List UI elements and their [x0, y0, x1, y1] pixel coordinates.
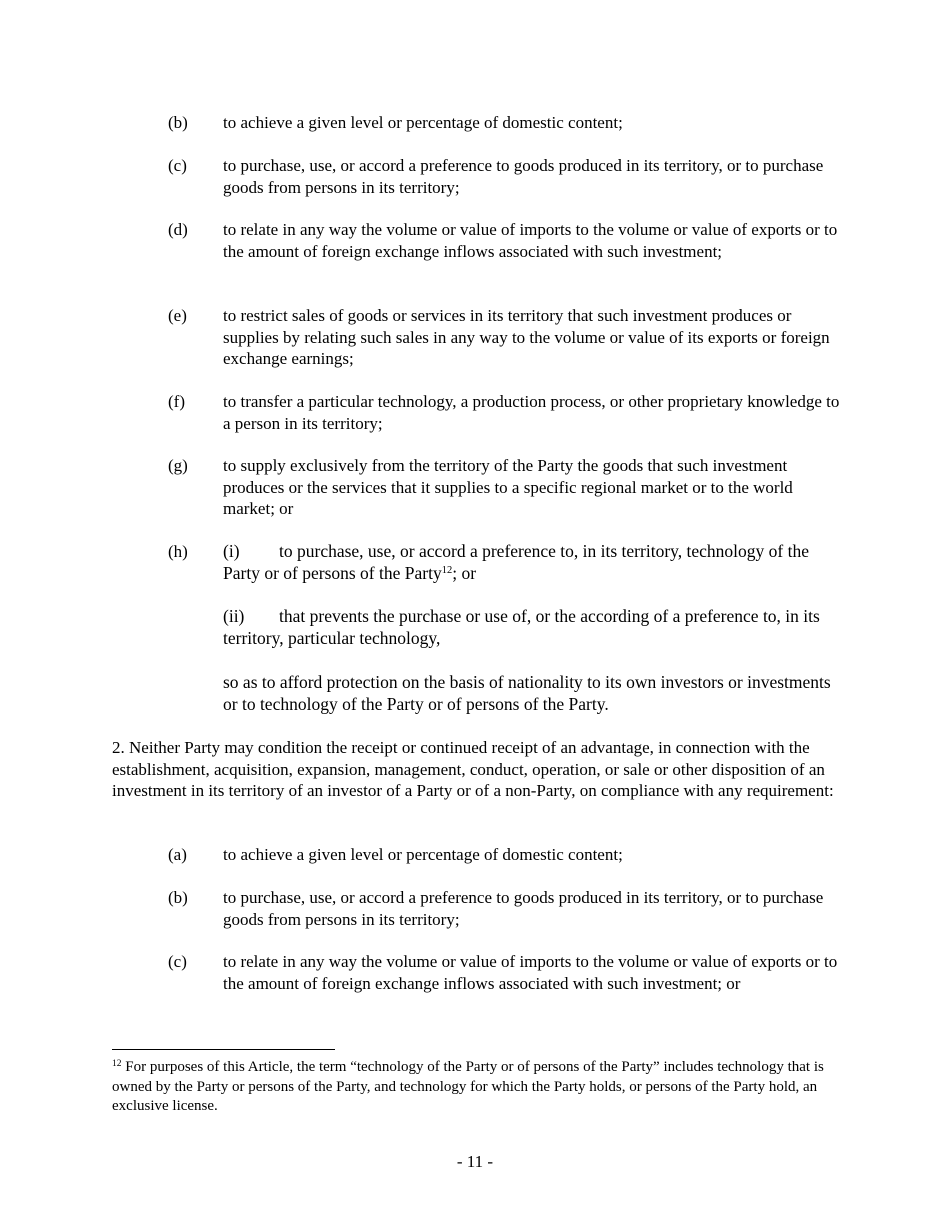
list-item-text: to purchase, use, or accord a preference to goods produced in its territory, or to purchase goods from persons in its territory;: [223, 156, 824, 197]
footnote: [112, 1058, 842, 1117]
paragraph-2: 2. Neither Party may condition the receipt or continued receipt of an advantage, in connection with the establishment, acquisition, expansion, management, conduct, operation, or sale or other disposition of an investment in its territory of an investor of a Party or of a non-Party, on compliance with any requirement:: [112, 738, 834, 800]
footnote-text: For purposes of this Article, the term “technology of the Party or of persons of the Party” includes technology that is owned by the Party or persons of the Party, and technology for which the Party holds, or persons of the Party hold, an exclusive license.: [112, 1059, 824, 1114]
sub-item-text: to purchase, use, or accord a preference to, in its territory, technology of the Party or of persons of the Party: [223, 541, 809, 583]
list-item-label: (b): [168, 888, 188, 907]
list-item-d: [168, 219, 848, 262]
list-item-c: [168, 951, 848, 994]
list-item-text: to restrict sales of goods or services in its territory that such investment produces or supplies by relating such sales in any way to the volume or value of its exports or foreign exchange earnings;: [223, 306, 830, 368]
list-item-label: (g): [168, 456, 188, 475]
footnote-separator: [112, 1049, 335, 1050]
list-item-text: to achieve a given level or percentage of domestic content;: [223, 845, 623, 864]
sub-item-label: (ii): [223, 606, 245, 626]
item-h-closing: so as to afford protection on the basis of nationality to its own investors or investments or to technology of the Party or of persons of the Party.: [223, 672, 831, 714]
list-item-text: to relate in any way the volume or value of imports to the volume or value of exports or to the amount of foreign exchange inflows associated with such investment; or: [223, 952, 838, 993]
list-item-label: (c): [168, 156, 187, 175]
list-item-text: to transfer a particular technology, a production process, or other proprietary knowledge to a person in its territory;: [223, 392, 840, 433]
list-item-a: [168, 844, 848, 866]
list-item-label: (f): [168, 392, 185, 411]
list-item-label: (b): [168, 113, 188, 132]
list-item-label: (h): [168, 542, 188, 561]
list-item-text: to achieve a given level or percentage of domestic content;: [223, 113, 623, 132]
sub-item-tail: ; or: [452, 562, 477, 583]
list-item-text: to relate in any way the volume or value of imports to the volume or value of exports or to the amount of foreign exchange inflows associated with such investment;: [223, 220, 838, 261]
list-item-label: (a): [168, 845, 187, 864]
list-item-label: (e): [168, 306, 187, 325]
list-item-b: [168, 887, 848, 930]
footnote-reference: 12: [441, 564, 453, 576]
sub-item-ii: [223, 606, 848, 649]
list-item-label: (c): [168, 952, 187, 971]
list-item-f: [168, 391, 848, 434]
list-item-text: to purchase, use, or accord a preference to goods produced in its territory, or to purchase goods from persons in its territory;: [223, 888, 824, 929]
list-item-e: [168, 305, 848, 370]
list-item-b: [168, 112, 848, 134]
footnote-number: 12: [112, 1059, 122, 1069]
sub-item-i: [223, 541, 848, 584]
list-item-c: [168, 155, 848, 198]
list-item-label: (d): [168, 220, 188, 239]
sub-item-label: (i): [223, 541, 240, 561]
page-number: - 11 -: [456, 1152, 494, 1171]
list-item-g: [168, 455, 848, 520]
list-item-text: to supply exclusively from the territory of the Party the goods that such investment produces or the services that it supplies to a specific regional market or to the world market; or: [223, 456, 793, 518]
sub-item-text: that prevents the purchase or use of, or the according of a preference to, in its territory, particular technology,: [223, 606, 820, 648]
